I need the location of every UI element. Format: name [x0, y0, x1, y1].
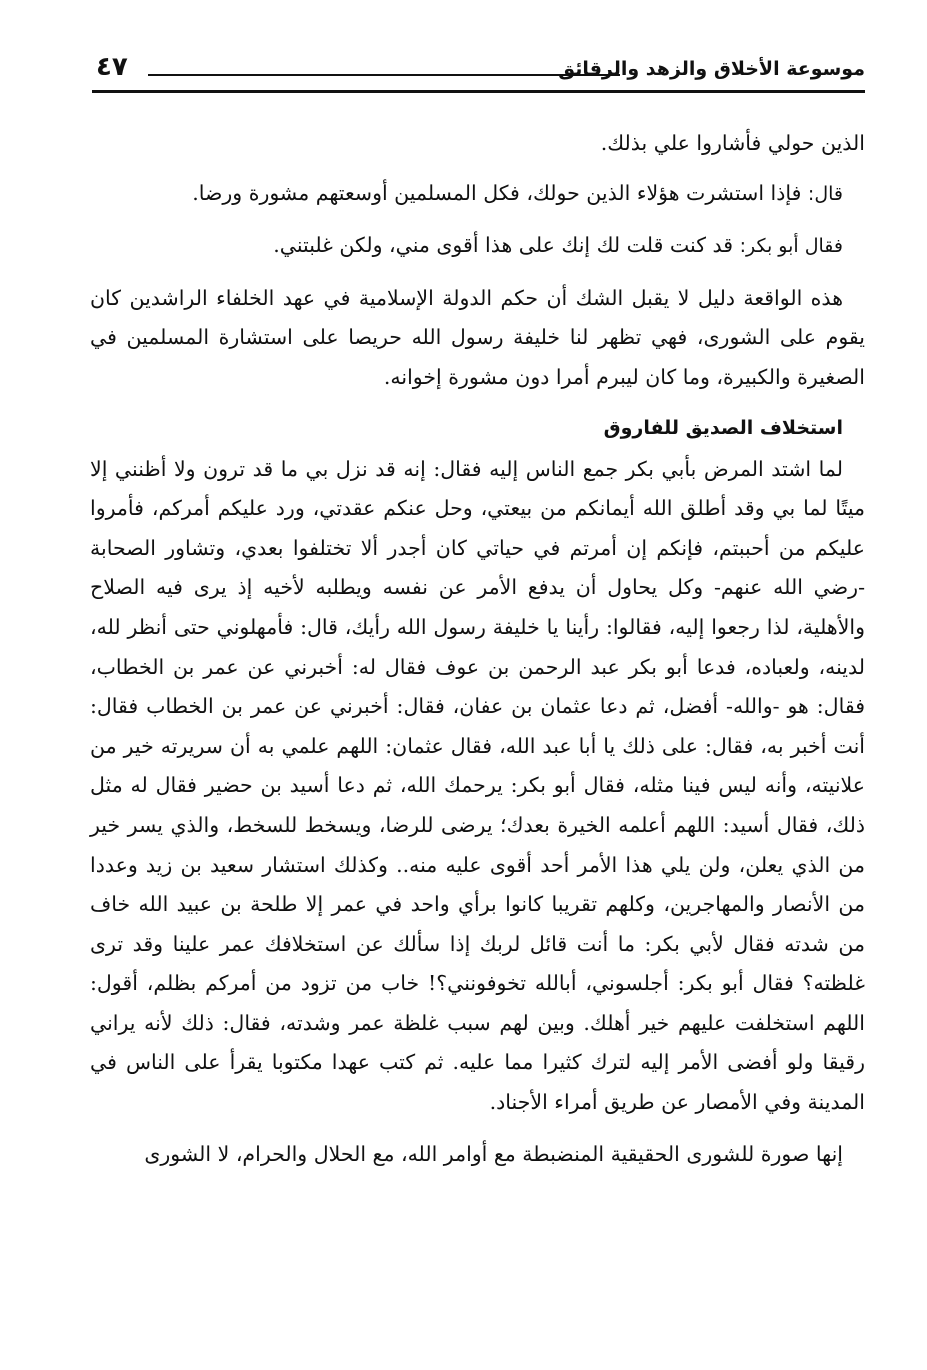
paragraph-1: الذين حولي فأشاروا علي بذلك. — [600, 131, 865, 155]
book-title: موسوعة الأخلاق والزهد والرقائق — [558, 58, 865, 80]
running-header — [92, 52, 865, 92]
paragraph-6: إنها صورة للشورى الحقيقية المنضبطة مع أوامر الله، مع الحلال والحرام، لا الشورى — [144, 1141, 843, 1166]
page-number: ٤٧ — [96, 52, 128, 82]
paragraph-4: هذه الواقعة دليل لا يقبل الشك أن حكم الدولة الإسلامية في عهد الخلفاء الراشدين كان يقوم على الشورى، فهي تظهر لنا خليفة رسول الله حريصا على استشارة المسلمين في الصغيرة والكبيرة، وما كان ليبرم أمرا دون مشورة إخوانه. — [90, 285, 865, 389]
header-divider — [92, 90, 865, 93]
paragraph-3-text: قد كنت قلت لك إنك على هذا أقوى مني، ولكن غلبتني. — [273, 233, 740, 258]
paragraph-3 — [90, 226, 865, 267]
page-body — [90, 124, 865, 1174]
speaker-label: فقال أبو بكر: — [739, 235, 843, 258]
speaker-label: قال: — [807, 182, 843, 205]
paragraph-5: لما اشتد المرض بأبي بكر جمع الناس إليه فقال: إنه قد نزل بي ما قد ترون ولا أظنني إلا ميتًا لما بي وقد أطلق الله أيمانكم من بيعتي، وحل عنكم عقدتي، ورد عليكم أمركم، فأمروا عليكم من أحببتم، فإنكم إن أمرتم في حياتي كان أجدر ألا تختلفوا بعدي، وتشاور الصحابة -رضي الله عنهم- وكل يحاول أن يدفع الأمر عن نفسه ويطلبه لأخيه إذ يرى فيه الصلاح والأهلية، لذا رجعوا إليه، فقالوا: رأينا يا خليفة رسول الله رأيك، قال: فأمهلوني حتى أنظر لله، لدينه، ولعباده، فدعا أبو بكر عبد الرحمن بن عوف فقال له: أخبرني عن عمر بن الخطاب، فقال: هو -والله- أفضل، ثم دعا عثمان بن عفان، فقال: أخبرني عن عمر بن الخطاب فقال: أنت أخبر به، فقال: على ذلك يا أبا عبد الله، فقال عثمان: اللهم علمي به أن سريرته خير من علانيته، وأنه ليس فينا مثله، فقال أبو بكر: يرحمك الله، ثم دعا أسيد بن حضير فقال له مثل ذلك، فقال أسيد: اللهم أعلمه الخيرة بعدك؛ يرضى للرضا، ويسخط للسخط، والذي يسر خير من الذي يعلن، ولن يلي هذا الأمر أحد أقوى عليه منه.. وكذلك استشار سعيد بن زيد وعددا من الأنصار والمهاجرين، وكلهم تقريبا كانوا برأي واحد في عمر إلا طلحة بن عبيد الله خاف من شدته فقال لأبي بكر: ما أنت قائل لربك إذا سألك عن استخلافك عمر علينا وقد ترى غلظته؟ فقال أبو بكر: أجلسوني، أبالله تخوفونني؟! خاب من تزود من أمركم بظلم، أقول: اللهم استخلفت عليهم خير أهلك. وبين لهم سبب غلظة عمر وشدته، فقال: ذلك لأنه يراني رقيقا ولو أفضى الأمر إليه لترك كثيرا مما عليه. ثم كتب عهدا مكتوبا يقرأ على الناس في المدينة وفي الأمصار عن طريق أمراء الأجناد. — [90, 456, 866, 1115]
section-heading: استخلاف الصديق للفاروق — [603, 416, 843, 439]
paragraph-2-text: فإذا استشرت هؤلاء الذين حولك، فكل المسلمين أوسعتهم مشورة ورضا. — [192, 180, 808, 205]
header-rule-inline — [148, 74, 620, 76]
paragraph-2 — [90, 174, 865, 215]
